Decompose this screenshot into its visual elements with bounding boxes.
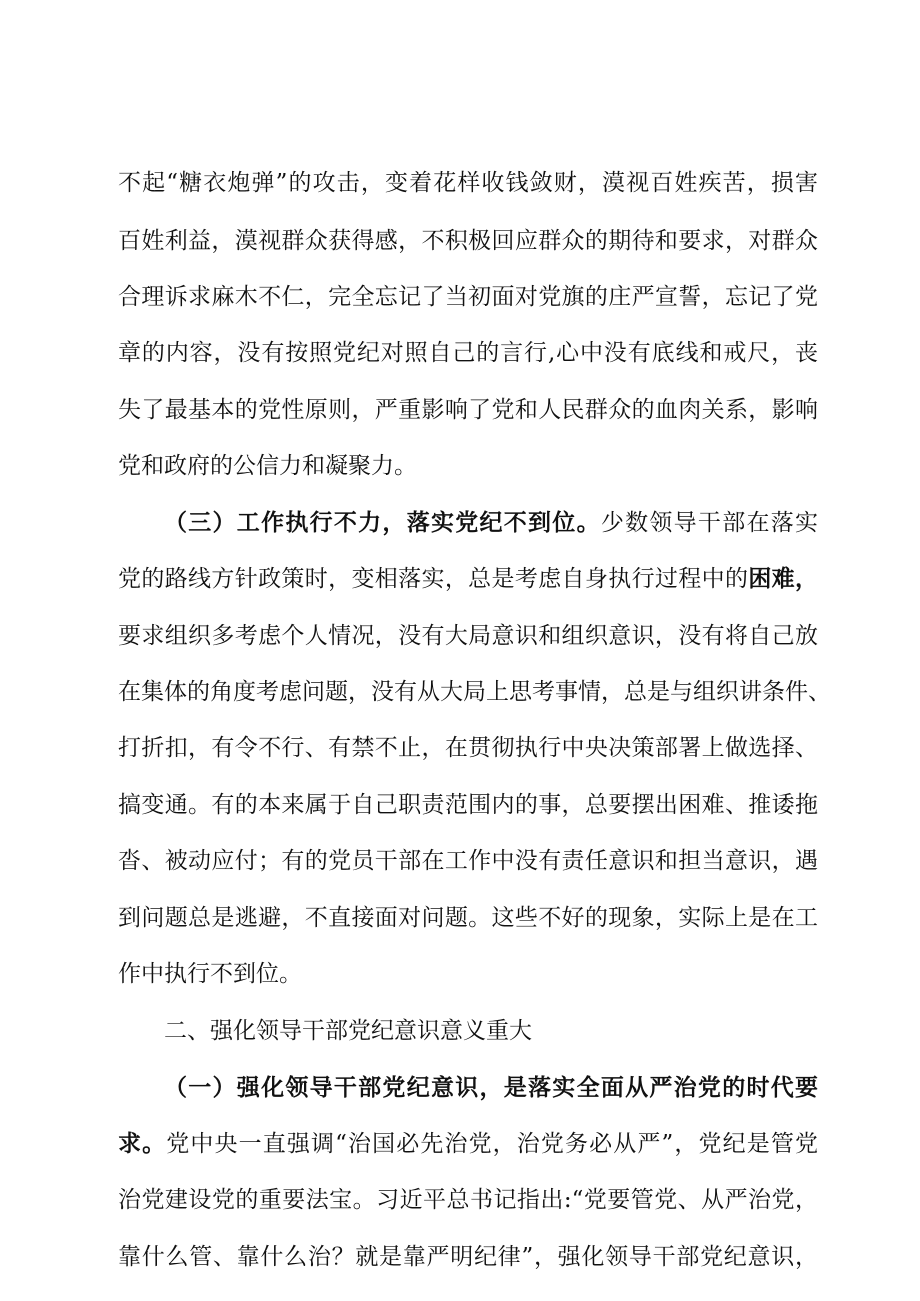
paragraph-line: 党和政府的公信力和凝聚力。 (118, 453, 417, 479)
paragraph-line: 打折扣，有令不行、有禁不止，在贯彻执行中央决策部署上做选择、 (118, 735, 818, 761)
bold-text: 求。 (118, 1130, 167, 1157)
paragraph-line: 在集体的角度考虑问题，没有从大局上思考事情，总是与组织讲条件、 (118, 679, 831, 705)
section-heading: 二、强化领导干部党纪意识意义重大 (164, 1018, 532, 1044)
paragraph-line: 合理诉求麻木不仁，完全忘记了当初面对党旗的庄严宣誓，忘记了党 (118, 284, 818, 310)
paragraph-line: 到问题总是逃避，不直接面对问题。这些不好的现象，实际上是在工 (118, 905, 818, 931)
paragraph-line: 百姓利益，漠视群众获得感，不积极回应群众的期待和要求，对群众 (118, 228, 818, 254)
paragraph-line: 搞变通。有的本来属于自己职责范围内的事，总要摆出困难、推诿拖 (118, 792, 818, 818)
bold-text: 困难， (748, 565, 819, 592)
paragraph-line (118, 559, 818, 599)
paragraph-line: 治党建设党的重要法宝。习近平总书记指出:“党要管党、从严治党， (118, 1187, 818, 1213)
paragraph-line: 沓、被动应付；有的党员干部在工作中没有责任意识和担当意识，遇 (118, 848, 818, 874)
paragraph-line: 作中执行不到位。 (118, 961, 302, 987)
inline-text: 少数领导干部在落实 (600, 510, 819, 536)
inline-text: 党中央一直强调“治国必先治党，治党务必从严”，党纪是管党 (166, 1131, 818, 1157)
bold-lead-sentence: （三）工作执行不力，落实党纪不到位。 (164, 509, 601, 536)
paragraph-line: 失了最基本的党性原则，严重影响了党和人民群众的血肉关系，影响 (118, 397, 818, 423)
paragraph-line (118, 1124, 818, 1164)
paragraph-line-with-lead (164, 503, 818, 543)
bold-lead-line: （一）强化领导干部党纪意识，是落实全面从严治党的时代要 (164, 1074, 818, 1101)
paragraph-line: 要求组织多考虑个人情况，没有大局意识和组织意识，没有将自己放 (118, 623, 818, 649)
paragraph-line: 靠什么管、靠什么治？就是靠严明纪律”，强化领导干部党纪意识， (118, 1244, 818, 1270)
paragraph-line: 章的内容，没有按照党纪对照自己的言行,心中没有底线和戒尺，丧 (118, 340, 818, 366)
paragraph-line: 不起“糖衣炮弹”的攻击，变着花样收钱敛财，漠视百姓疾苦，损害 (118, 170, 818, 196)
inline-text: 党的路线方针政策时，变相落实，总是考虑自身执行过程中的 (118, 566, 749, 592)
